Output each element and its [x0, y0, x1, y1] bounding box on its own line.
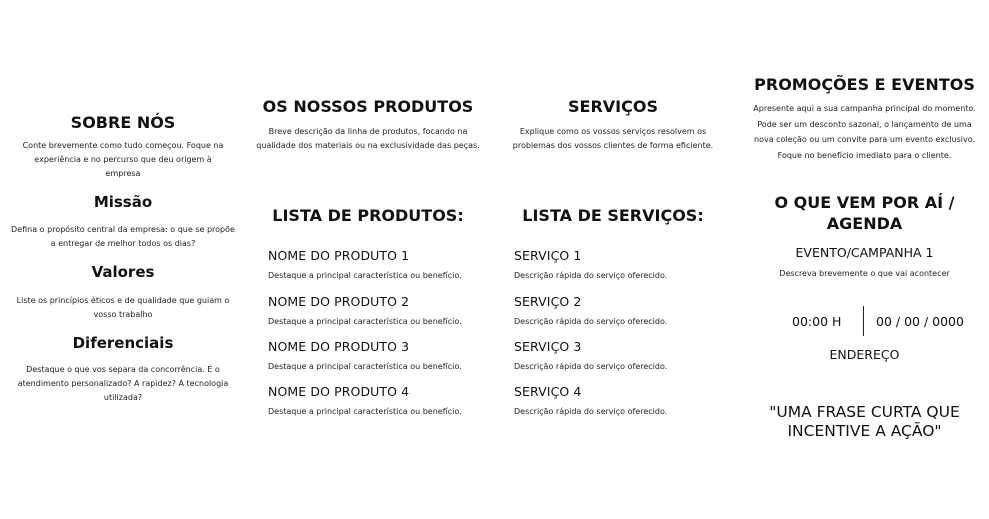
services-list-title: LISTA DE SERVIÇOS: [522, 206, 704, 225]
differentials-text: Destaque o que vos separa da concorrência. É o atendimento personalizado? A rapidez? A tecnologia utilizada? [17, 365, 229, 402]
products-column [246, 0, 490, 519]
call-to-action: "UMA FRASE CURTA QUE INCENTIVE A AÇÃO" [769, 403, 960, 440]
service-desc: Descrição rápida do serviço oferecido. [514, 271, 668, 280]
service-desc: Descrição rápida do serviço oferecido. [514, 407, 668, 416]
product-name: NOME DO PRODUTO 3 [268, 339, 410, 354]
values-text: Liste os princípios éticos e de qualidade que guiam o vosso trabalho [16, 296, 230, 319]
service-desc: Descrição rápida do serviço oferecido. [514, 317, 668, 326]
mission-text: Defina o propósito central da empresa: o que se propõe a entregar de melhor todos os dias? [11, 225, 235, 248]
event-name: EVENTO/CAMPANHA 1 [795, 245, 934, 260]
product-name: NOME DO PRODUTO 2 [268, 294, 410, 309]
service-name: SERVIÇO 4 [514, 384, 582, 399]
products-title: OS NOSSOS PRODUTOS [262, 97, 474, 116]
product-item [268, 339, 490, 372]
services-column [490, 0, 736, 519]
service-item [514, 384, 734, 417]
mission-title: Missão [93, 193, 153, 211]
products-intro: Breve descrição da linha de produtos, focando na qualidade dos materiais ou na exclusividade das peças. [256, 127, 480, 150]
product-item [268, 294, 490, 327]
event-time: 00:00 H [792, 314, 842, 329]
about-intro: Conte brevemente como tudo começou. Foque na experiência e no percurso que deu origem à empresa [22, 141, 224, 178]
event-date: 00 / 00 / 0000 [876, 314, 964, 329]
products-list-title: LISTA DE PRODUTOS: [272, 206, 464, 225]
time-date-divider [863, 306, 864, 336]
values-title: Valores [91, 263, 155, 281]
product-name: NOME DO PRODUTO 1 [268, 248, 410, 263]
product-item [268, 248, 490, 281]
about-title: SOBRE NÓS [70, 113, 176, 132]
differentials-title: Diferenciais [72, 334, 174, 352]
product-desc: Destaque a principal característica ou benefício. [268, 407, 462, 416]
service-name: SERVIÇO 1 [514, 248, 582, 263]
promos-title: PROMOÇÕES E EVENTOS [754, 75, 975, 94]
product-desc: Destaque a principal característica ou benefício. [268, 362, 462, 371]
product-item [268, 384, 490, 417]
event-address: ENDEREÇO [829, 347, 900, 362]
service-item [514, 248, 734, 281]
product-desc: Destaque a principal característica ou benefício. [268, 317, 462, 326]
service-name: SERVIÇO 2 [514, 294, 582, 309]
about-column [0, 0, 246, 519]
product-desc: Destaque a principal característica ou benefício. [268, 271, 462, 280]
promos-intro: Apresente aqui a sua campanha principal do momento. Pode ser um desconto sazonal, o lançamento de uma nova coleção ou um convite para um evento exclusivo. Foque no benefício imediato para o cliente. [753, 104, 976, 160]
service-item [514, 294, 734, 327]
service-item [514, 339, 734, 372]
service-desc: Descrição rápida do serviço oferecido. [514, 362, 668, 371]
promos-column [740, 0, 989, 519]
event-desc: Descreva brevemente o que vai acontecer [779, 269, 950, 278]
product-name: NOME DO PRODUTO 4 [268, 384, 410, 399]
agenda-title: O QUE VEM POR AÍ / AGENDA [774, 193, 955, 233]
services-intro: Explique como os vossos serviços resolvem os problemas dos vossos clientes de forma eficiente. [512, 127, 714, 150]
services-title: SERVIÇOS [568, 97, 658, 116]
service-name: SERVIÇO 3 [514, 339, 582, 354]
